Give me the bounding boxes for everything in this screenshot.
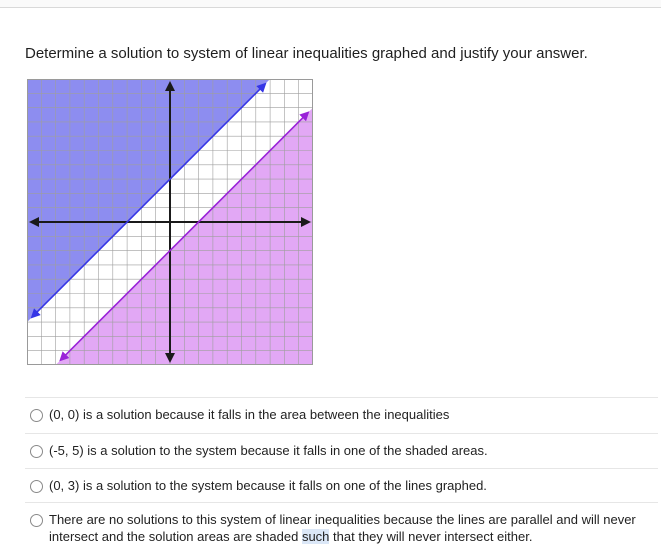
radio-button[interactable] xyxy=(30,445,43,458)
top-bar xyxy=(0,0,661,8)
option-d[interactable] xyxy=(25,503,658,555)
option-b[interactable] xyxy=(25,434,658,469)
answer-options xyxy=(25,397,658,555)
option-text-part: There are no solutions to this system of linear inequalities because the lines are parallel and will never intersect and the solution areas are shaded xyxy=(49,512,636,544)
option-label: (0, 3) is a solution to the system because it falls on one of the lines graphed. xyxy=(49,478,487,493)
option-label: (-5, 5) is a solution to the system because it falls in one of the shaded areas. xyxy=(49,443,488,458)
radio-button[interactable] xyxy=(30,480,43,493)
inequality-graph xyxy=(27,79,313,365)
option-a[interactable] xyxy=(25,398,658,434)
radio-button[interactable] xyxy=(30,514,43,527)
option-c[interactable] xyxy=(25,469,658,503)
option-text-part: that they will never intersect either. xyxy=(329,529,533,544)
question-text: Determine a solution to system of linear inequalities graphed and justify your answer. xyxy=(25,45,588,62)
option-label xyxy=(49,511,658,545)
highlighted-word: such xyxy=(301,529,330,544)
option-label: (0, 0) is a solution because it falls in the area between the inequalities xyxy=(49,407,450,422)
radio-button[interactable] xyxy=(30,409,43,422)
